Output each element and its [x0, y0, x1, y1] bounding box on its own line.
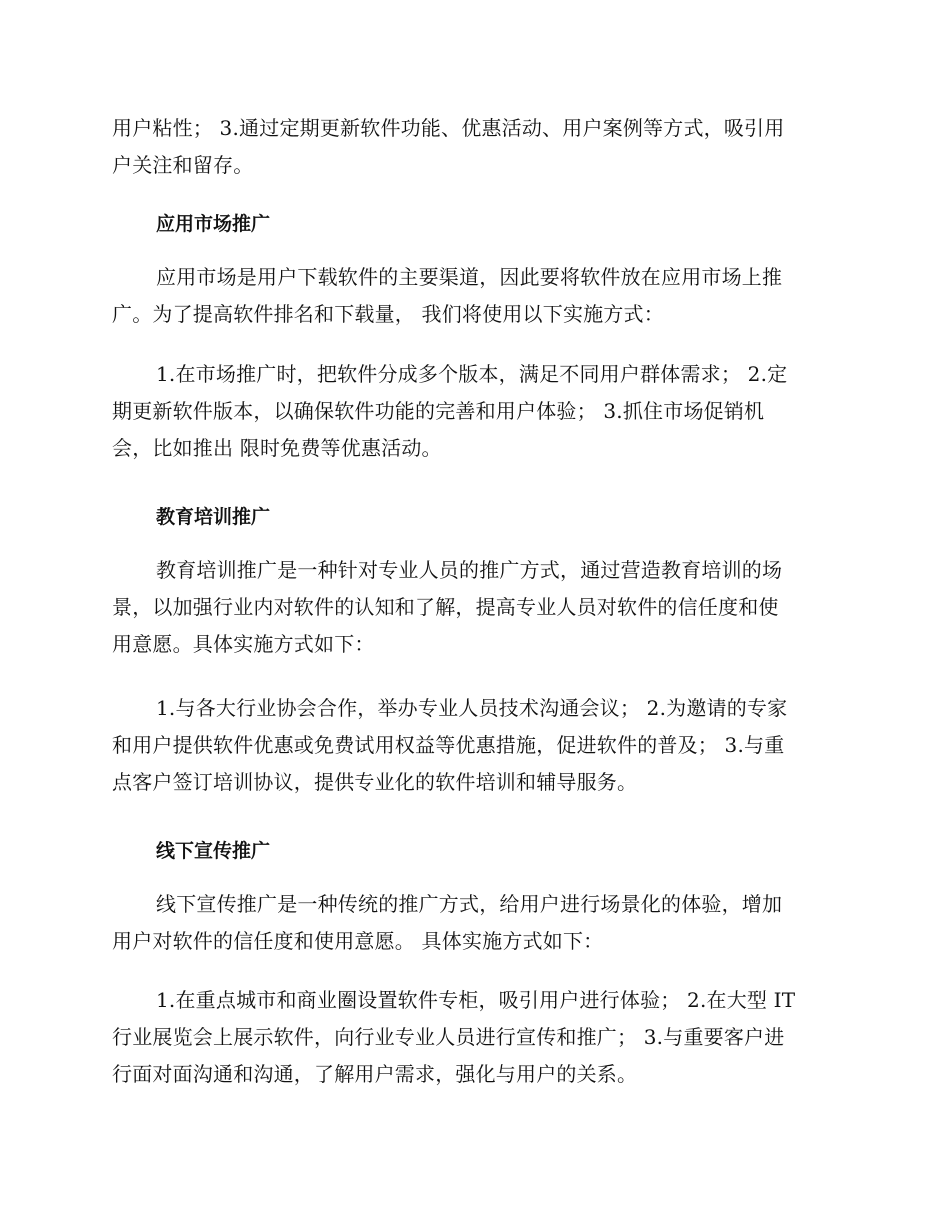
paragraph-line: 应用市场是用户下载软件的主要渠道，因此要将软件放在应用市场上推	[156, 265, 783, 289]
paragraph-line: 行业展览会上展示软件，向行业专业人员进行宣传和推广； 3.与重要客户进	[112, 1025, 785, 1049]
paragraph-app-market-intro	[112, 259, 832, 333]
paragraph-line: 1.在市场推广时，把软件分成多个版本，满足不同用户群体需求； 2.定	[156, 362, 788, 386]
paragraph-line: 线下宣传推广是一种传统的推广方式，给用户进行场景化的体验，增加	[156, 892, 783, 916]
paragraph-line: 1.在重点城市和商业圈设置软件专柜，吸引用户进行体验； 2.在大型 IT	[156, 988, 796, 1012]
paragraph-line: 用户对软件的信任度和使用意愿。 具体实施方式如下：	[112, 929, 604, 953]
paragraph-line: 会，比如推出 限时免费等优惠活动。	[112, 436, 442, 460]
section-heading-app-market: 应用市场推广	[156, 213, 271, 235]
paragraph-app-market-methods	[112, 356, 832, 467]
paragraph-line: 1.与各大行业协会合作，举办专业人员技术沟通会议； 2.为邀请的专家	[156, 696, 788, 720]
section-heading-offline: 线下宣传推广	[156, 840, 271, 862]
paragraph-line: 用户粘性； 3.通过定期更新软件功能、优惠活动、用户案例等方式，吸引用	[112, 116, 785, 140]
paragraph-line: 和用户提供软件优惠或免费试用权益等优惠措施，促进软件的普及； 3.与重	[112, 733, 785, 757]
paragraph-line: 行面对面沟通和沟通，了解用户需求，强化与用户的关系。	[112, 1062, 638, 1086]
paragraph-line: 期更新软件版本，以确保软件功能的完善和用户体验； 3.抓住市场促销机	[112, 399, 765, 423]
paragraph-continuation	[112, 110, 832, 184]
paragraph-offline-methods	[112, 982, 832, 1093]
paragraph-line: 用意愿。具体实施方式如下：	[112, 632, 375, 656]
paragraph-education-methods	[112, 690, 832, 801]
paragraph-line: 教育培训推广是一种针对专业人员的推广方式，通过营造教育培训的场	[156, 558, 783, 582]
paragraph-line: 景，以加强行业内对软件的认知和了解，提高专业人员对软件的信任度和使	[112, 595, 779, 619]
section-heading-education: 教育培训推广	[156, 506, 271, 528]
paragraph-education-intro	[112, 552, 832, 663]
paragraph-line: 点客户签订培训协议，提供专业化的软件培训和辅导服务。	[112, 770, 638, 794]
paragraph-line: 广。为了提高软件排名和下载量， 我们将使用以下实施方式：	[112, 302, 664, 326]
paragraph-offline-intro	[112, 886, 832, 960]
paragraph-line: 户关注和留存。	[112, 153, 254, 177]
